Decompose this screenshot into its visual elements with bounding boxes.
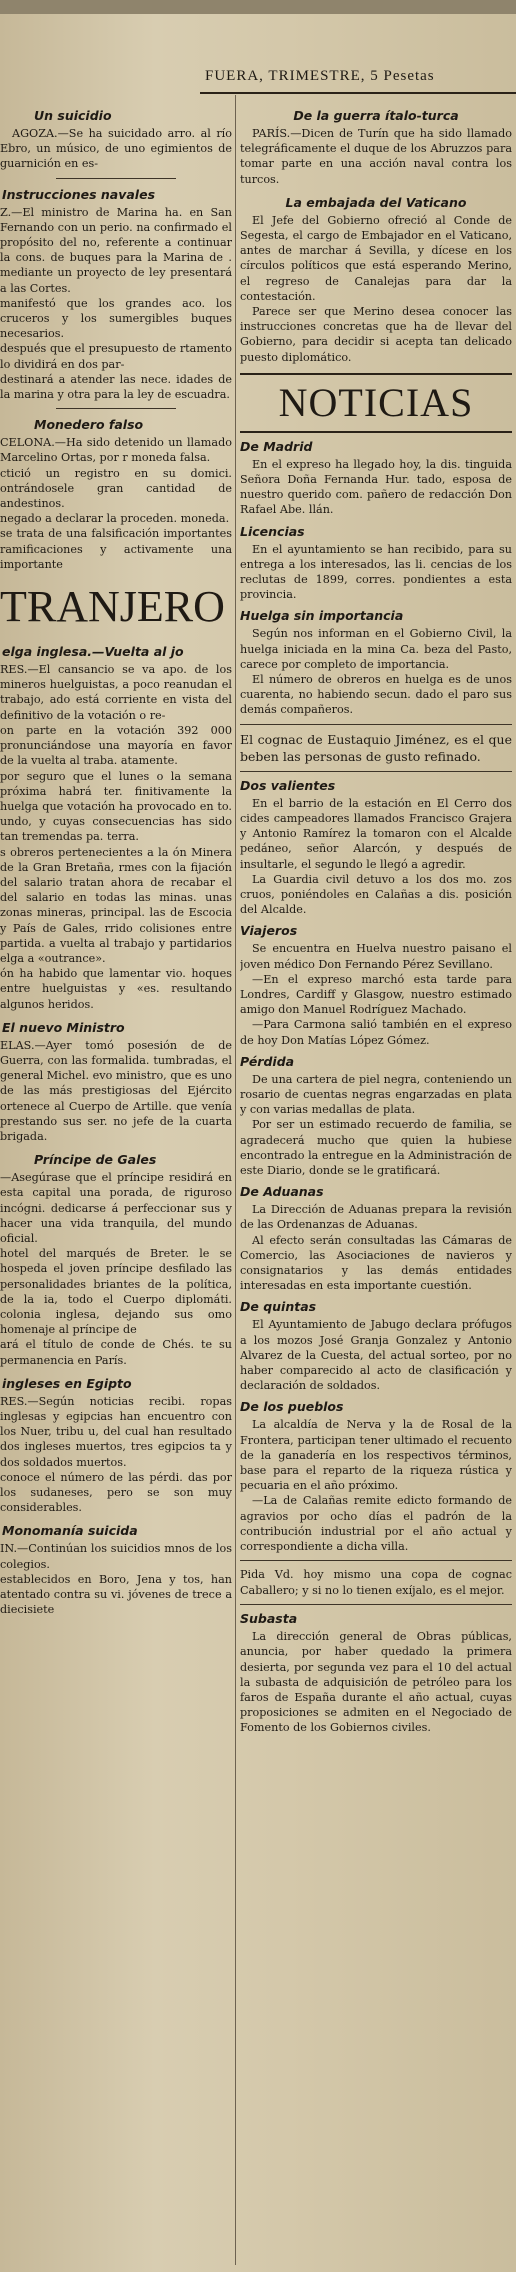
headline-monomania-suicida: Monomanía suicida	[2, 1523, 138, 1539]
headline-embajada-vaticano: La embajada del Vaticano	[285, 194, 467, 210]
article-text: s obreros pertenecientes a la ón Minera de la Gran Bretaña, rmes con la fijación del salario tratan ahora de recabar el del salario en todas las minas. unas zonas mineras, principal. las de Escocia y País de Gales, rrido colisiones entre partida. a vuelta al trabajo y partidarios elga a «outrance».	[0, 845, 232, 965]
article-text: —En el expreso marchó esta tarde para Londres, Cardiff y Glasgow, nuestro estimado amigo don Manuel Rodríguez Machado.	[240, 972, 512, 1017]
article-text: La dirección general de Obras públicas, anuncia, por haber quedado la primera desierta, por segunda vez para el 10 del actual la subasta de adquisición de petróleo para los faros de España durante el año actual, cuyas proposiciones se admiten en el Negociado de Fomento de los Gobiernos civiles.	[240, 1630, 512, 1735]
headline-ingleses-egipto: ingleses en Egipto	[2, 1375, 132, 1391]
headline-de-quintas: De quintas	[240, 1299, 317, 1315]
right-column	[240, 100, 512, 1736]
article-text: De una cartera de piel negra, conteniendo un rosario de cuentas negras engarzadas en plata y con varias medallas de plata.	[240, 1072, 512, 1117]
advertisement-cognac-jimenez: El cognac de Eustaquio Jiménez, es el que beben las personas de gusto refinado.	[240, 731, 512, 764]
article-text: PARÍS.—Dicen de Turín que ha sido llamado telegráficamente el duque de los Abruzzos para tomar parte en una acción naval contra los turcos.	[240, 127, 512, 186]
article-text: IN.—Continúan los suicidios mnos de los colegios.	[0, 1542, 232, 1571]
article-text: Z.—El ministro de Marina ha. en San Fernando con un perio. na confirmado el propósito del no, referente a continuar la cons. de buques para la Marina de . mediante un proyecto de ley presentará a las Cortes.	[0, 205, 232, 295]
article-text: se trata de una falsificación importantes ramificaciones y activamente una importante	[0, 527, 232, 571]
top-edge	[0, 0, 516, 14]
column-divider	[235, 95, 236, 2265]
article-text: El número de obreros en huelga es de unos cuarenta, no habiendo secun. dado el paro sus demás compañeros.	[240, 673, 512, 717]
headline-de-los-pueblos: De los pueblos	[240, 1399, 344, 1415]
separator	[240, 1560, 512, 1561]
article-text: negado a declarar la proceden. moneda.	[0, 512, 230, 526]
headline-de-madrid: De Madrid	[240, 438, 313, 454]
headline-huelga-inglesa: elga inglesa.—Vuelta al jo	[2, 644, 184, 660]
headline-guerra-italo-turca: De la guerra ítalo-turca	[293, 108, 459, 123]
section-title-noticias: NOTICIAS	[240, 373, 512, 433]
separator	[240, 724, 512, 725]
headline-viajeros: Viajeros	[240, 923, 298, 939]
headline-huelga-sin-importancia: Huelga sin importancia	[240, 608, 404, 624]
article-text: ará el título de conde de Chés. te su permanencia en París.	[0, 1338, 232, 1367]
headline-de-aduanas: De Aduanas	[240, 1184, 324, 1200]
article-text: Se encuentra en Huelva nuestro paisano el joven médico Don Fernando Pérez Sevillano.	[240, 942, 512, 971]
article-text: En el ayuntamiento se han recibido, para su entrega a los interesados, las li. cencias de los reclutas de 1899, corres. pondientes a esta provincia.	[240, 542, 512, 602]
article-text: establecidos en Boro, Jena y tos, han atentado contra su vi. jóvenes de trece a diecisiete	[0, 1572, 232, 1617]
article-text: RES.—El cansancio se va apo. de los mineros huelguistas, a poco reanudan el trabajo, ado está corriente en vista del definitivo de la votación o re-	[0, 663, 232, 722]
article-text: RES.—Según noticias recibi. ropas inglesas y egipcias han encuentro con los Nuer, tribu u, del cual han resultado dos ingleses muertos, tres egipcios ta y dos soldados muertos.	[0, 1394, 232, 1469]
article-text: ctició un registro en su domici. ontrándosele gran cantidad de andestinos.	[0, 466, 232, 511]
article-text: Parece ser que Merino desea conocer las instrucciones concretas que ha de llevar del Gobierno, para decidir si acepta tan delicado puesto diplomático.	[240, 305, 512, 364]
article-text: —La de Calañas remite edicto formando de agravios por ocho días el padrón de la contribución industrial por el año actual y correspondiente a dicha villa.	[240, 1494, 512, 1554]
headline-dos-valientes: Dos valientes	[240, 777, 336, 793]
article-text: ón ha habido que lamentar vio. hoques entre huelguistas y «es. resultando algunos heridos.	[0, 967, 232, 1011]
headline-licencias: Licencias	[240, 523, 305, 539]
article-text: AGOZA.—Se ha suicidado arro. al río Ebro, un músico, de uno egimientos de guarnición en es-	[0, 127, 232, 171]
article-text: La Dirección de Aduanas prepara la revisión de las Ordenanzas de Aduanas.	[240, 1203, 512, 1232]
article-text: hotel del marqués de Breter. le se hospeda el joven príncipe desfilado las personalidades briantes de la política, de la ia, todo el Cuerpo diplomáti. colonia inglesa, dejando sus omo homenaje al príncipe de	[0, 1247, 232, 1337]
article-text: El Jefe del Gobierno ofreció al Conde de Segesta, el cargo de Embajador en el Vaticano, antes de marchar á Sevilla, y dícese en los círculos políticos que está esperando Merino, el regreso de Canalejas para dar la contestación.	[240, 213, 512, 303]
headline-principe-gales: Príncipe de Gales	[34, 1152, 157, 1168]
article-text: Al efecto serán consultadas las Cámaras de Comercio, las Asociaciones de navieros y consignatarios y las demás entidades interesadas en esta importante cuestión.	[240, 1233, 512, 1293]
separator	[56, 408, 176, 409]
article-text: después que el presupuesto de rtamento lo dividirá en dos par-	[0, 342, 232, 371]
section-title-extranjero: TRANJERO	[0, 582, 225, 632]
article-text: conoce el número de las pérdi. das por los sudaneses, pero se son muy considerables.	[0, 1470, 232, 1515]
headline-suicidio: Un suicidio	[34, 108, 112, 123]
headline-monedero-falso: Monedero falso	[34, 417, 144, 433]
article-text: por seguro que el lunes o la semana próxima habrá ter. finitivamente la huelga que votación ha provocado en to. undo, y cuyas consecuencias has sido tan tremendas pa. terra.	[0, 769, 232, 844]
headline-subasta: Subasta	[240, 1611, 298, 1627]
article-text: ELAS.—Ayer tomó posesión de de Guerra, con las formalida. tumbradas, el general Michel. evo ministro, que es uno de las más prestigiosas del Ejército ortenece al Cuerpo de Artille. que venía prestando sus ser. no jefe de la cuarta brigada.	[0, 1038, 232, 1143]
article-text: En el expreso ha llegado hoy, la dis. tinguida Señora Doña Fernanda Hur. tado, esposa de nuestro querido com. pañero de redacción Don Rafael Abe. llán.	[240, 457, 512, 517]
article-text: —Para Carmona salió también en el expreso de hoy Don Matías López Gómez.	[240, 1018, 512, 1047]
article-text: manifestó que los grandes aco. los cruceros y los sumergibles buques necesarios.	[0, 296, 232, 341]
article-text: on parte en la votación 392 000 pronunciándose una mayoría en favor de la vuelta al traba. atamente.	[0, 723, 232, 768]
header-rule	[200, 92, 516, 94]
advertisement-cognac-caballero: Pida Vd. hoy mismo una copa de cognac Caballero; y si no lo tienen exíjalo, es el mejor.	[240, 1568, 512, 1597]
article-text: destinará a atender las nece. idades de la marina y otra para la ley de escuadra.	[0, 372, 232, 402]
article-text: La alcaldía de Nerva y la de Rosal de la Frontera, participan tener ultimado el recuento de la ganadería en los respectivos términos, base para el reparto de la riqueza rústica y pecuaria en el año próximo.	[240, 1418, 512, 1493]
headline-perdida: Pérdida	[240, 1053, 295, 1069]
article-text: Según nos informan en el Gobierno Civil, la huelga iniciada en la mina Ca. beza del Pasto, carece por completo de importancia.	[240, 627, 512, 671]
headline-nuevo-ministro: El nuevo Ministro	[2, 1019, 125, 1035]
article-text: CELONA.—Ha sido detenido un llamado Marcelino Ortas, por r moneda falsa.	[0, 436, 232, 465]
separator	[240, 771, 512, 772]
separator	[240, 1604, 512, 1605]
article-text: Por ser un estimado recuerdo de familia, se agradecerá mucho que quien la hubiese encontrado la entregue en la Administración de este Diario, donde se le gratificará.	[240, 1118, 512, 1177]
article-text: En el barrio de la estación en El Cerro dos cides campeadores llamados Francisco Grajera y Antonio Ramírez la tomaron con el Alcalde pedáneo, señor Alarcón, y después de insultarle, el segundo le llegó a agredir.	[240, 796, 512, 871]
article-text: El Ayuntamiento de Jabugo declara prófugos a los mozos José Granja Gonzalez y Antonio Alvarez de la Cuesta, del actual sorteo, por no haber comparecido al acto de clasificación y declaración de soldados.	[240, 1318, 512, 1393]
article-text: La Guardia civil detuvo a los dos mo. zos cruos, poniéndoles en Calañas a dis. posición del Alcalde.	[240, 872, 512, 917]
article-text: —Asegúrase que el príncipe residirá en esta capital una porada, de riguroso incógni. dedicarse á perfeccionar sus y hacer una vida tranquila, del mundo oficial.	[0, 1171, 232, 1245]
separator	[56, 178, 176, 179]
headline-instrucciones-navales: Instrucciones navales	[2, 186, 156, 202]
page-header: FUERA, TRIMESTRE, 5 Pesetas	[205, 68, 435, 84]
left-column	[0, 100, 232, 1617]
